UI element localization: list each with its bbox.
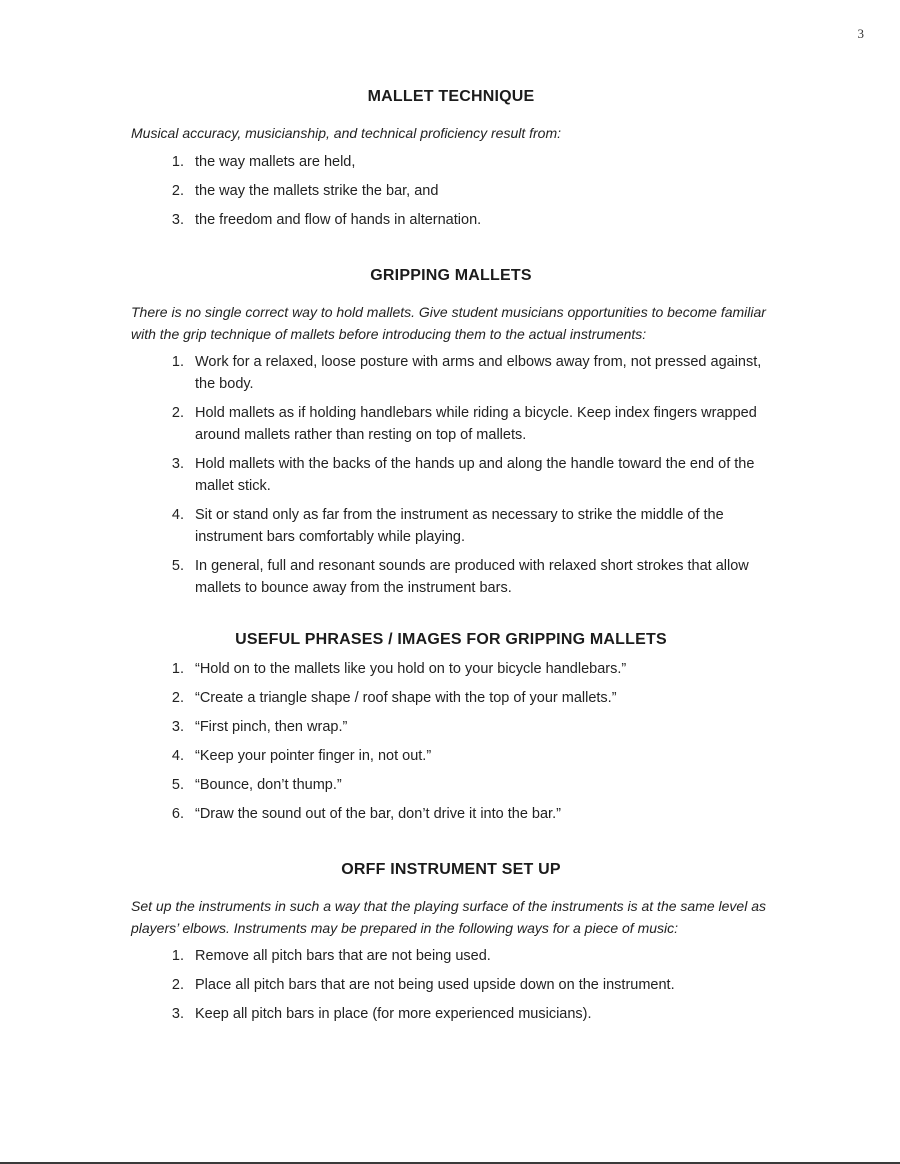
list-number: 3. — [171, 212, 184, 228]
list-text: Sit or stand only as far from the instrument as necessary to strike the middle of the instrument bars comfortably while playing. — [195, 507, 724, 545]
page-number: 3 — [857, 26, 864, 41]
list-text: Place all pitch bars that are not being used upside down on the instrument. — [195, 977, 675, 993]
section-heading: USEFUL PHRASES / IMAGES FOR GRIPPING MALLETS — [235, 631, 667, 648]
list-item — [131, 453, 771, 497]
list-number: 1. — [171, 661, 184, 677]
list-item — [131, 945, 771, 967]
section-intro: Set up the instruments in such a way that the playing surface of the instruments is at the same level as players’ elbows. Instruments may be prepared in the following ways for a piece of music: — [131, 898, 766, 936]
numbered-list — [131, 351, 771, 599]
list-number: 1. — [171, 354, 184, 370]
section-orff-setup — [131, 859, 771, 1025]
section-mallet-technique — [131, 86, 771, 231]
list-text: “Hold on to the mallets like you hold on to your bicycle handlebars.” — [195, 661, 627, 677]
list-item — [131, 974, 771, 996]
section-intro: Musical accuracy, musicianship, and technical proficiency result from: — [131, 125, 562, 141]
list-text: “First pinch, then wrap.” — [195, 719, 348, 735]
list-number: 3. — [171, 719, 184, 735]
list-item — [131, 555, 771, 599]
list-text: Hold mallets with the backs of the hands up and along the handle toward the end of the mallet stick. — [195, 456, 755, 494]
list-text: Keep all pitch bars in place (for more experienced musicians). — [195, 1006, 592, 1022]
list-number: 3. — [171, 456, 184, 472]
section-heading: ORFF INSTRUMENT SET UP — [341, 861, 561, 878]
section-heading: GRIPPING MALLETS — [370, 267, 532, 284]
numbered-list — [131, 151, 771, 231]
list-text: “Create a triangle shape / roof shape with the top of your mallets.” — [195, 690, 617, 706]
list-text: the freedom and flow of hands in alternation. — [195, 212, 482, 228]
list-number: 4. — [171, 507, 184, 523]
list-number: 2. — [171, 977, 184, 993]
list-text: “Draw the sound out of the bar, don’t drive it into the bar.” — [195, 806, 561, 822]
list-text: In general, full and resonant sounds are produced with relaxed short strokes that allow mallets to bounce away from the instrument bars. — [195, 558, 749, 596]
list-item — [131, 351, 771, 395]
section-useful-phrases — [131, 629, 771, 825]
list-number: 2. — [171, 183, 184, 199]
list-text: the way mallets are held, — [195, 154, 356, 170]
list-item — [131, 402, 771, 446]
list-item — [131, 180, 771, 202]
section-heading: MALLET TECHNIQUE — [367, 88, 535, 105]
document-body — [131, 86, 771, 1032]
list-text: “Bounce, don’t thump.” — [195, 777, 342, 793]
section-intro: There is no single correct way to hold mallets. Give student musicians opportunities to become familiar with the grip technique of mallets before introducing them to the actual instruments: — [131, 304, 766, 342]
list-item — [131, 745, 771, 767]
list-text: Hold mallets as if holding handlebars while riding a bicycle. Keep index fingers wrapped around mallets rather than resting on top of mallets. — [195, 405, 757, 443]
list-item — [131, 716, 771, 738]
list-item — [131, 774, 771, 796]
list-number: 3. — [171, 1006, 184, 1022]
list-item — [131, 803, 771, 825]
list-number: 4. — [171, 748, 184, 764]
list-item — [131, 209, 771, 231]
numbered-list — [131, 945, 771, 1025]
list-item — [131, 687, 771, 709]
list-number: 6. — [171, 806, 184, 822]
list-item — [131, 151, 771, 173]
list-text: “Keep your pointer finger in, not out.” — [195, 748, 432, 764]
list-text: the way the mallets strike the bar, and — [195, 183, 439, 199]
list-item — [131, 1003, 771, 1025]
list-item — [131, 658, 771, 680]
list-text: Remove all pitch bars that are not being used. — [195, 948, 491, 964]
list-number: 1. — [171, 948, 184, 964]
list-number: 5. — [171, 777, 184, 793]
list-number: 5. — [171, 558, 184, 574]
section-gripping-mallets — [131, 265, 771, 599]
list-text: Work for a relaxed, loose posture with arms and elbows away from, not pressed against, the body. — [195, 354, 762, 392]
list-number: 2. — [171, 405, 184, 421]
list-number: 1. — [171, 154, 184, 170]
list-item — [131, 504, 771, 548]
list-number: 2. — [171, 690, 184, 706]
numbered-list — [131, 658, 771, 825]
